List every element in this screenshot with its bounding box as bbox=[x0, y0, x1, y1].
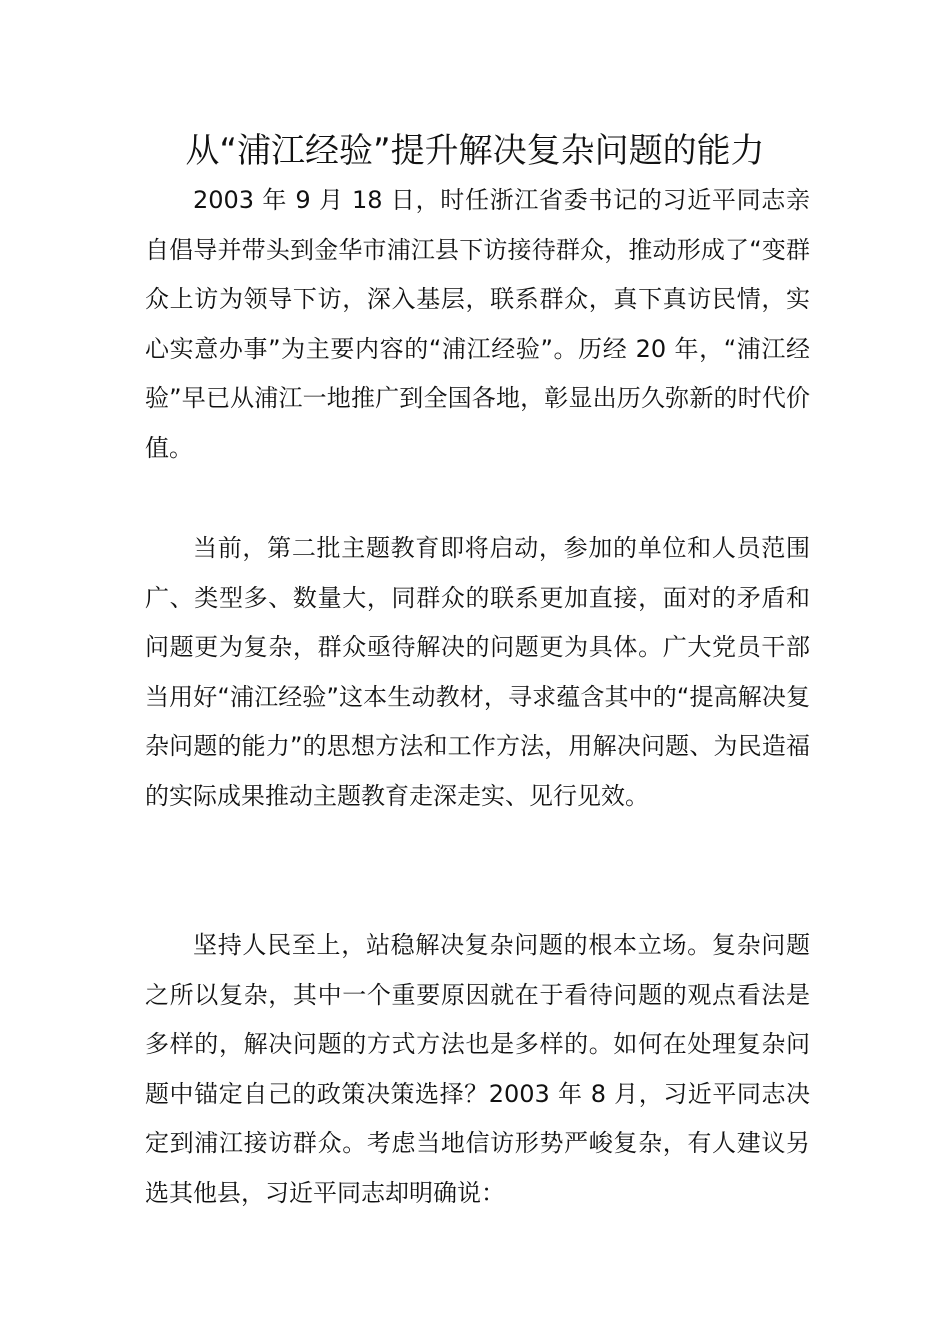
document-title: 从“浦江经验”提升解决复杂问题的能力 bbox=[185, 131, 765, 171]
paragraph-1: 2003 年 9 月 18 日，时任浙江省委书记的习近平同志亲自倡导并带头到金华市浦江县下访接待群众，推动形成了“变群众上访为领导下访，深入基层，联系群众，真下真访民情，实心实意办事”为主要内容的“浦江经验”。历经 20 年，“浦江经验”早已从浦江一地推广到全国各地，彰显出历久弥新的时代价值。 bbox=[145, 186, 810, 462]
paragraph-2: 当前，第二批主题教育即将启动，参加的单位和人员范围广、类型多、数量大，同群众的联系更加直接，面对的矛盾和问题更为复杂，群众亟待解决的问题更为具体。广大党员干部当用好“浦江经验”这本生动教材，寻求蕴含其中的“提高解决复杂问题的能力”的思想方法和工作方法，用解决问题、为民造福的实际成果推动主题教育走深走实、见行见效。 bbox=[145, 534, 810, 810]
paragraph-3: 坚持人民至上，站稳解决复杂问题的根本立场。复杂问题之所以复杂，其中一个重要原因就在于看待问题的观点看法是多样的，解决问题的方式方法也是多样的。如何在处理复杂问题中锚定自己的政策决策选择？2003 年 8 月，习近平同志决定到浦江接访群众。考虑当地信访形势严峻复杂，有人建议另选其他县，习近平同志却明确说： bbox=[145, 931, 810, 1207]
